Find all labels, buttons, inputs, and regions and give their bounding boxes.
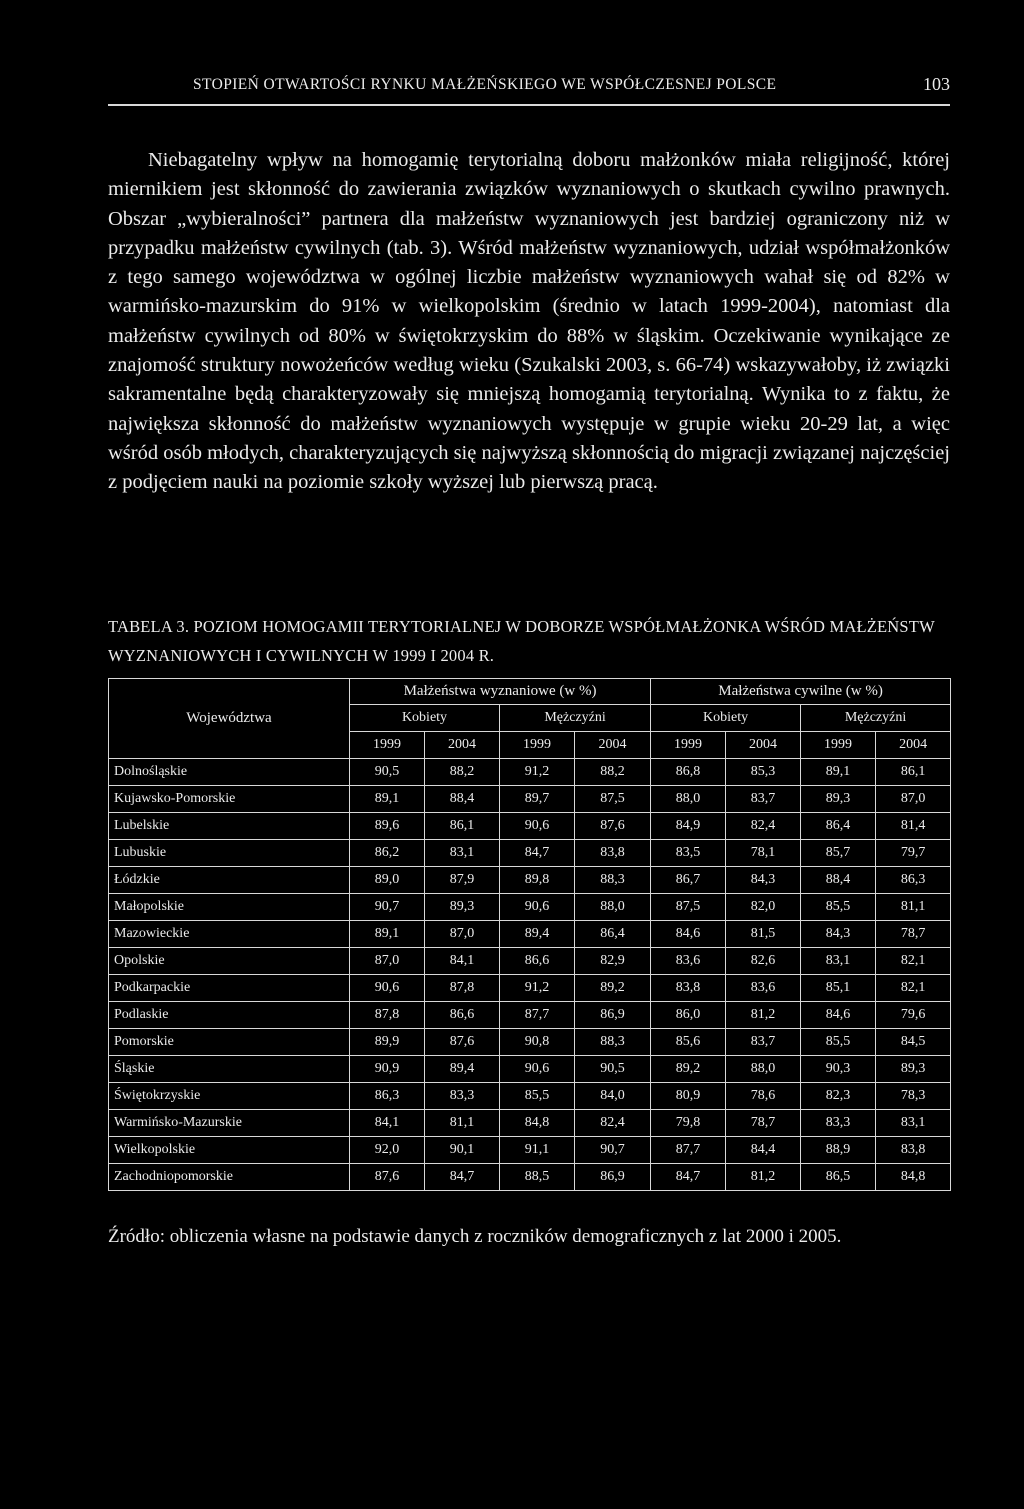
- value-cell: 88,2: [575, 759, 651, 786]
- table-row: [109, 975, 951, 1002]
- year-header: 2004: [575, 732, 651, 759]
- value-cell: 90,5: [575, 1056, 651, 1083]
- region-name-cell: Wielkopolskie: [109, 1137, 350, 1164]
- value-cell: 83,3: [801, 1110, 876, 1137]
- value-cell: 86,6: [500, 948, 575, 975]
- value-cell: 87,6: [575, 813, 651, 840]
- value-cell: 85,7: [801, 840, 876, 867]
- value-cell: 90,8: [500, 1029, 575, 1056]
- value-cell: 88,5: [500, 1164, 575, 1191]
- year-header: 2004: [876, 732, 951, 759]
- region-name-cell: Lubelskie: [109, 813, 350, 840]
- value-cell: 83,8: [575, 840, 651, 867]
- value-cell: 87,5: [575, 786, 651, 813]
- value-cell: 81,2: [726, 1002, 801, 1029]
- value-cell: 84,6: [651, 921, 726, 948]
- table-caption: TABELA 3. POZIOM HOMOGAMII TERYTORIALNEJ W DOBORZE WSPÓŁMAŁŻONKA WŚRÓD MAŁŻEŃSTW WYZNANIOWYCH I CYWILNYCH W 1999 I 2004 R.: [108, 617, 935, 665]
- value-cell: 84,5: [876, 1029, 951, 1056]
- value-cell: 89,3: [876, 1056, 951, 1083]
- value-cell: 88,3: [575, 867, 651, 894]
- value-cell: 86,4: [575, 921, 651, 948]
- region-name-cell: Warmińsko-Mazurskie: [109, 1110, 350, 1137]
- value-cell: 81,1: [425, 1110, 500, 1137]
- value-cell: 90,5: [350, 759, 425, 786]
- value-cell: 83,8: [876, 1137, 951, 1164]
- value-cell: 86,2: [350, 840, 425, 867]
- value-cell: 83,1: [876, 1110, 951, 1137]
- value-cell: 82,4: [575, 1110, 651, 1137]
- value-cell: 87,6: [425, 1029, 500, 1056]
- value-cell: 82,6: [726, 948, 801, 975]
- value-cell: 87,0: [350, 948, 425, 975]
- region-name-cell: Małopolskie: [109, 894, 350, 921]
- value-cell: 89,3: [801, 786, 876, 813]
- region-name-cell: Śląskie: [109, 1056, 350, 1083]
- value-cell: 86,3: [350, 1083, 425, 1110]
- value-cell: 82,1: [876, 948, 951, 975]
- year-header: 2004: [425, 732, 500, 759]
- value-cell: 87,7: [500, 1002, 575, 1029]
- value-cell: 90,6: [500, 1056, 575, 1083]
- value-cell: 83,1: [801, 948, 876, 975]
- page-header: [108, 76, 950, 106]
- value-cell: 88,2: [425, 759, 500, 786]
- value-cell: 85,5: [500, 1083, 575, 1110]
- year-header: 1999: [651, 732, 726, 759]
- value-cell: 78,7: [726, 1110, 801, 1137]
- value-cell: 89,4: [425, 1056, 500, 1083]
- value-cell: 82,3: [801, 1083, 876, 1110]
- value-cell: 88,0: [726, 1056, 801, 1083]
- sex-header: Kobiety: [350, 705, 500, 732]
- region-column-header: Województwa: [109, 679, 350, 759]
- value-cell: 84,7: [425, 1164, 500, 1191]
- table-row: [109, 786, 951, 813]
- value-cell: 89,1: [350, 921, 425, 948]
- value-cell: 83,6: [726, 975, 801, 1002]
- value-cell: 89,2: [575, 975, 651, 1002]
- table-row: [109, 1002, 951, 1029]
- value-cell: 88,0: [651, 786, 726, 813]
- region-name-cell: Podkarpackie: [109, 975, 350, 1002]
- value-cell: 87,8: [425, 975, 500, 1002]
- value-cell: 81,4: [876, 813, 951, 840]
- value-cell: 86,8: [651, 759, 726, 786]
- value-cell: 85,3: [726, 759, 801, 786]
- region-name-cell: Zachodniopomorskie: [109, 1164, 350, 1191]
- region-name-cell: Lubuskie: [109, 840, 350, 867]
- value-cell: 83,3: [425, 1083, 500, 1110]
- value-cell: 84,1: [425, 948, 500, 975]
- header-row-groups: [109, 679, 951, 705]
- value-cell: 89,8: [500, 867, 575, 894]
- value-cell: 88,3: [575, 1029, 651, 1056]
- value-cell: 79,6: [876, 1002, 951, 1029]
- value-cell: 90,7: [350, 894, 425, 921]
- value-cell: 89,6: [350, 813, 425, 840]
- value-cell: 87,7: [651, 1137, 726, 1164]
- value-cell: 86,1: [425, 813, 500, 840]
- page-number: 103: [923, 74, 950, 94]
- value-cell: 84,7: [651, 1164, 726, 1191]
- value-cell: 87,9: [425, 867, 500, 894]
- sex-header: Mężczyźni: [500, 705, 651, 732]
- region-name-cell: Dolnośląskie: [109, 759, 350, 786]
- value-cell: 90,7: [575, 1137, 651, 1164]
- value-cell: 86,5: [801, 1164, 876, 1191]
- value-cell: 90,6: [350, 975, 425, 1002]
- value-cell: 78,1: [726, 840, 801, 867]
- value-cell: 87,6: [350, 1164, 425, 1191]
- value-cell: 90,6: [500, 894, 575, 921]
- value-cell: 86,9: [575, 1164, 651, 1191]
- value-cell: 81,2: [726, 1164, 801, 1191]
- value-cell: 89,2: [651, 1056, 726, 1083]
- value-cell: 82,4: [726, 813, 801, 840]
- value-cell: 89,0: [350, 867, 425, 894]
- value-cell: 86,1: [876, 759, 951, 786]
- value-cell: 83,5: [651, 840, 726, 867]
- year-header: 1999: [801, 732, 876, 759]
- value-cell: 89,3: [425, 894, 500, 921]
- value-cell: 84,6: [801, 1002, 876, 1029]
- group-header-religious: Małżeństwa wyznaniowe (w %): [350, 679, 651, 705]
- value-cell: 83,7: [726, 786, 801, 813]
- year-header: 1999: [500, 732, 575, 759]
- value-cell: 82,9: [575, 948, 651, 975]
- value-cell: 84,8: [876, 1164, 951, 1191]
- value-cell: 87,8: [350, 1002, 425, 1029]
- value-cell: 78,3: [876, 1083, 951, 1110]
- source-note: Źródło: obliczenia własne na podstawie danych z roczników demograficznych z lat 2000 i 2005.: [108, 1226, 842, 1247]
- table-row: [109, 948, 951, 975]
- table-row: [109, 1083, 951, 1110]
- value-cell: 83,8: [651, 975, 726, 1002]
- sex-header: Kobiety: [651, 705, 801, 732]
- value-cell: 87,0: [425, 921, 500, 948]
- region-name-cell: Opolskie: [109, 948, 350, 975]
- value-cell: 89,7: [500, 786, 575, 813]
- table-row: [109, 1029, 951, 1056]
- value-cell: 81,1: [876, 894, 951, 921]
- value-cell: 83,6: [651, 948, 726, 975]
- value-cell: 88,4: [425, 786, 500, 813]
- value-cell: 84,0: [575, 1083, 651, 1110]
- value-cell: 82,1: [876, 975, 951, 1002]
- value-cell: 85,5: [801, 894, 876, 921]
- value-cell: 82,0: [726, 894, 801, 921]
- table-row: [109, 921, 951, 948]
- table-row: [109, 759, 951, 786]
- value-cell: 86,0: [651, 1002, 726, 1029]
- year-header: 1999: [350, 732, 425, 759]
- table-row: [109, 1137, 951, 1164]
- value-cell: 85,6: [651, 1029, 726, 1056]
- value-cell: 89,4: [500, 921, 575, 948]
- region-name-cell: Podlaskie: [109, 1002, 350, 1029]
- value-cell: 88,0: [575, 894, 651, 921]
- value-cell: 86,9: [575, 1002, 651, 1029]
- value-cell: 89,9: [350, 1029, 425, 1056]
- value-cell: 84,9: [651, 813, 726, 840]
- value-cell: 87,0: [876, 786, 951, 813]
- table-row: [109, 1164, 951, 1191]
- running-title: STOPIEŃ OTWARTOŚCI RYNKU MAŁŻEŃSKIEGO WE WSPÓŁCZESNEJ POLSCE: [193, 76, 777, 93]
- value-cell: 90,6: [500, 813, 575, 840]
- value-cell: 86,3: [876, 867, 951, 894]
- value-cell: 90,9: [350, 1056, 425, 1083]
- value-cell: 85,1: [801, 975, 876, 1002]
- value-cell: 91,2: [500, 975, 575, 1002]
- value-cell: 91,1: [500, 1137, 575, 1164]
- value-cell: 86,4: [801, 813, 876, 840]
- value-cell: 78,6: [726, 1083, 801, 1110]
- value-cell: 89,1: [350, 786, 425, 813]
- region-name-cell: Pomorskie: [109, 1029, 350, 1056]
- value-cell: 83,1: [425, 840, 500, 867]
- value-cell: 86,7: [651, 867, 726, 894]
- value-cell: 84,1: [350, 1110, 425, 1137]
- table-row: [109, 894, 951, 921]
- value-cell: 90,3: [801, 1056, 876, 1083]
- value-cell: 89,1: [801, 759, 876, 786]
- value-cell: 85,5: [801, 1029, 876, 1056]
- value-cell: 90,1: [425, 1137, 500, 1164]
- homogamy-table: [108, 678, 951, 1191]
- group-header-civil: Małżeństwa cywilne (w %): [651, 679, 951, 705]
- value-cell: 87,5: [651, 894, 726, 921]
- value-cell: 84,3: [801, 921, 876, 948]
- value-cell: 84,7: [500, 840, 575, 867]
- year-header: 2004: [726, 732, 801, 759]
- value-cell: 92,0: [350, 1137, 425, 1164]
- region-name-cell: Łódzkie: [109, 867, 350, 894]
- table-row: [109, 840, 951, 867]
- table-body: [109, 759, 951, 1191]
- value-cell: 84,8: [500, 1110, 575, 1137]
- value-cell: 79,8: [651, 1110, 726, 1137]
- table-row: [109, 1110, 951, 1137]
- region-name-cell: Mazowieckie: [109, 921, 350, 948]
- value-cell: 81,5: [726, 921, 801, 948]
- value-cell: 86,6: [425, 1002, 500, 1029]
- value-cell: 91,2: [500, 759, 575, 786]
- value-cell: 88,9: [801, 1137, 876, 1164]
- value-cell: 84,3: [726, 867, 801, 894]
- body-paragraph: Niebagatelny wpływ na homogamię terytorialną doboru małżonków miała religijność, której miernikiem jest skłonność do zawierania związków wyznaniowych o skutkach cywilno prawnych. Obszar „wybieralności” partnera dla małżeństw wyznaniowych jest bardziej ograniczony niż w przypadku małżeństw cywilnych (tab. 3). Wśród małżeństw wyznaniowych, udział współmałżonków z tego samego województwa w ogólnej liczbie małżeństw wyznaniowych wahał się od 82% w warmińsko-mazurskim do 91% w wielkopolskim (średnio w latach 1999-2004), natomiast dla małżeństw cywilnych od 80% w świętokrzyskim do 88% w śląskim. Oczekiwanie wynikające ze znajomość struktury nowożeńców według wieku (Szukalski 2003, s. 66-74) wskazywałoby, iż związki sakramentalne będą charakteryzowały się mniejszą homogamią terytorialną. Wynika to z faktu, że największa skłonność do małżeństw wyznaniowych występuje w grupie wieku 20-29 lat, a więc wśród osób młodych, charakteryzujących się najwyższą skłonnością do migracji związanej najczęściej z podjęciem nauki na poziomie szkoły wyższej lub pierwszą pracą.: [108, 149, 950, 494]
- value-cell: 83,7: [726, 1029, 801, 1056]
- sex-header: Mężczyźni: [801, 705, 951, 732]
- table-row: [109, 1056, 951, 1083]
- value-cell: 84,4: [726, 1137, 801, 1164]
- table-row: [109, 813, 951, 840]
- value-cell: 79,7: [876, 840, 951, 867]
- value-cell: 88,4: [801, 867, 876, 894]
- value-cell: 78,7: [876, 921, 951, 948]
- region-name-cell: Świętokrzyskie: [109, 1083, 350, 1110]
- table-row: [109, 867, 951, 894]
- region-name-cell: Kujawsko-Pomorskie: [109, 786, 350, 813]
- value-cell: 80,9: [651, 1083, 726, 1110]
